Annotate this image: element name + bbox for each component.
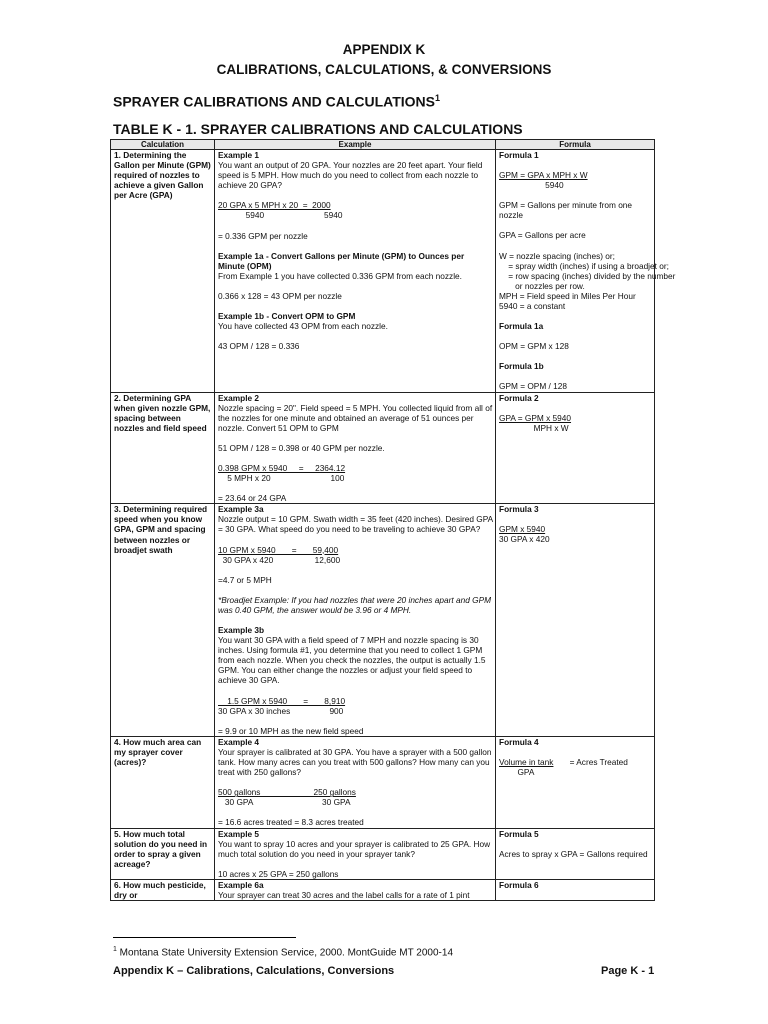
line-text: You want to spray 10 acres and your sprayer is calibrated to 25 GPA. How much total solution do you need in your sprayer tank? bbox=[218, 838, 491, 859]
line-text: GPA = Gallons per acre bbox=[499, 230, 586, 241]
line-text: = row spacing (inches) divided by the number bbox=[499, 270, 676, 281]
example-cell bbox=[215, 150, 496, 393]
example-heading bbox=[499, 321, 652, 331]
line-gap bbox=[499, 190, 652, 200]
line-text: Nozzle spacing = 20". Field speed = 5 MPH. You collected liquid from all of the nozzles for one minute and obtained an average of 51 ounces per nozzle. Convert 51 OPM to GPM bbox=[218, 402, 493, 433]
line-text: or nozzles per row. bbox=[499, 280, 585, 291]
line-text: GPM x 5940 bbox=[499, 524, 546, 535]
line-text: Volume in tank bbox=[499, 756, 554, 767]
line-text: Your sprayer is calibrated at 30 GPA. You have a sprayer with a 500 gallon tank. How many acres can you treat with 500 gallons? How many can you treat with 250 gallons? bbox=[218, 746, 492, 778]
line-text: = 23.64 or 24 GPA bbox=[218, 493, 287, 504]
line-text: Example 3a bbox=[218, 504, 264, 515]
column-header-example: Example bbox=[215, 140, 496, 150]
example-cell bbox=[215, 828, 496, 879]
text-line bbox=[218, 321, 493, 331]
appendix-heading: APPENDIX K bbox=[342, 42, 426, 57]
footnote-text: Montana State University Extension Service, 2000. MontGuide MT 2000-14 bbox=[116, 947, 454, 959]
line-gap bbox=[218, 615, 493, 625]
text-line bbox=[499, 341, 652, 351]
column-header-formula: Formula bbox=[496, 140, 655, 150]
line-text: Nozzle output = 10 GPM. Swath width = 35 feet (420 inches). Desired GPA = 30 GPA. What speed do you need to be traveling to achieve 30 GPA? bbox=[218, 514, 493, 535]
line-text: Example 1b - Convert OPM to GPM bbox=[218, 311, 356, 322]
line-text: 10 acres x 25 GPA = 250 gallons bbox=[218, 868, 339, 879]
text-line bbox=[218, 747, 493, 777]
text-line bbox=[218, 463, 493, 473]
formula-cell bbox=[496, 150, 676, 393]
text-line bbox=[499, 291, 652, 301]
line-gap bbox=[218, 777, 493, 787]
text-line bbox=[218, 839, 493, 859]
table-row bbox=[111, 736, 655, 828]
line-gap bbox=[218, 190, 493, 200]
table-row bbox=[111, 879, 655, 900]
line-text: GPA bbox=[499, 767, 535, 778]
calculation-cell: 1. Determining the Gallon per Minute (GPM) required of nozzles to achieve a given Gallon per Acre (GPA) bbox=[111, 150, 215, 393]
calculation-cell: 3. Determining required speed when you know GPA, GPM and spacing between nozzles or broadjet swath bbox=[111, 504, 215, 737]
calculation-cell: 6. How much pesticide, dry or bbox=[111, 879, 215, 900]
text-line bbox=[218, 493, 493, 503]
text-line bbox=[499, 200, 652, 220]
text-line bbox=[218, 575, 493, 585]
text-line bbox=[499, 281, 652, 291]
text-line bbox=[218, 696, 493, 706]
text-line bbox=[499, 301, 652, 311]
line-text: Example 3b bbox=[218, 625, 265, 635]
line-text: 0.366 x 128 = 43 OPM per nozzle bbox=[218, 290, 342, 301]
text-line bbox=[218, 797, 493, 807]
text-line bbox=[218, 817, 493, 827]
line-gap bbox=[218, 221, 493, 231]
text-line bbox=[499, 423, 652, 433]
example-heading bbox=[218, 251, 493, 271]
line-gap bbox=[499, 371, 652, 381]
line-text: You want 30 GPA with a field speed of 7 MPH and nozzle spacing is 30 inches. Using formula #1, you determine that you need to collect 1 GPM from each nozzle. When you check the nozzles, the output is actually 1.5 GPM. You can either change the nozzles or adjust your field speed to achieve 30 GPA. bbox=[218, 635, 486, 686]
example-cell bbox=[215, 879, 496, 900]
line-gap bbox=[499, 220, 652, 230]
text-line bbox=[218, 706, 493, 716]
formula-cell bbox=[496, 828, 655, 879]
line-text: Formula 1a bbox=[499, 321, 544, 332]
text-line bbox=[499, 524, 652, 534]
line-text: You want an output of 20 GPA. Your nozzles are 20 feet apart. Your field speed is 5 MPH. How much do you need to collect from each nozzle to achieve 20 GPA? bbox=[218, 160, 483, 191]
text-line bbox=[499, 260, 669, 271]
text-line bbox=[218, 291, 493, 301]
text-line bbox=[499, 767, 652, 777]
line-text: 5940 bbox=[499, 180, 564, 191]
table-row bbox=[111, 504, 655, 737]
line-text: Your sprayer can treat 30 acres and the label calls for a rate of 1 pint bbox=[218, 889, 470, 900]
line-text: GPM = Gallons per minute from one nozzle bbox=[499, 200, 633, 221]
line-gap bbox=[218, 433, 493, 443]
line-text: 43 OPM / 128 = 0.336 bbox=[218, 341, 300, 352]
text-line bbox=[499, 849, 652, 859]
line-text: 51 OPM / 128 = 0.398 or 40 GPM per nozzle. bbox=[218, 442, 385, 453]
line-text: Formula 2 bbox=[499, 392, 539, 403]
line-gap bbox=[499, 747, 652, 757]
line-text: 5 MPH x 20 100 bbox=[218, 473, 345, 484]
line-gap bbox=[499, 241, 652, 251]
line-text: Example 4 bbox=[218, 736, 260, 747]
example-heading bbox=[499, 737, 652, 747]
table-title: TABLE K - 1. SPRAYER CALIBRATIONS AND CALCULATIONS bbox=[113, 121, 523, 137]
line-text: Formula 1 bbox=[499, 150, 539, 160]
line-gap bbox=[218, 565, 493, 575]
appendix-subheading: CALIBRATIONS, CALCULATIONS, & CONVERSIONS bbox=[216, 62, 552, 77]
text-line bbox=[499, 270, 676, 281]
line-gap bbox=[218, 686, 493, 696]
line-text: 30 GPA 30 GPA bbox=[218, 797, 351, 808]
calibration-table bbox=[110, 139, 676, 901]
line-text: GPM = OPM / 128 bbox=[499, 381, 568, 392]
line-text: Example 6a bbox=[218, 879, 264, 890]
line-text: Example 1a - Convert Gallons per Minute (GPM) to Ounces per Minute (OPM) bbox=[218, 250, 465, 271]
example-cell bbox=[215, 736, 496, 828]
text-line bbox=[218, 210, 493, 220]
line-text: From Example 1 you have collected 0.336 GPM from each nozzle. bbox=[218, 270, 462, 281]
line-text: Formula 3 bbox=[499, 504, 539, 515]
table-row bbox=[111, 828, 655, 879]
line-text: W = nozzle spacing (inches) or; bbox=[499, 250, 615, 261]
text-line bbox=[218, 231, 493, 241]
line-text: Formula 6 bbox=[499, 879, 539, 890]
formula-cell bbox=[496, 736, 655, 828]
example-cell bbox=[215, 504, 496, 737]
text-line bbox=[499, 757, 652, 767]
footer-title: Appendix K – Calibrations, Calculations, Conversions bbox=[113, 965, 395, 977]
example-heading bbox=[218, 311, 493, 321]
formula-cell bbox=[496, 504, 655, 737]
text-line bbox=[218, 869, 493, 879]
line-text: MPH x W bbox=[499, 422, 569, 433]
example-heading bbox=[218, 625, 493, 635]
example-heading bbox=[218, 829, 493, 839]
line-text: 0.398 GPM x 5940 = 2364.12 bbox=[218, 462, 346, 473]
line-text: =4.7 or 5 MPH bbox=[218, 574, 272, 585]
line-gap bbox=[218, 281, 493, 291]
line-text: Formula 4 bbox=[499, 736, 539, 747]
text-line bbox=[499, 534, 652, 544]
line-text: GPM = GPA x MPH x W bbox=[499, 170, 588, 181]
text-line bbox=[218, 271, 493, 281]
line-gap bbox=[218, 241, 493, 251]
line-gap bbox=[218, 535, 493, 545]
line-gap bbox=[218, 716, 493, 726]
line-text: You have collected 43 OPM from each nozzle. bbox=[218, 321, 388, 332]
line-text: 1.5 GPM x 5940 = 8,910 bbox=[218, 695, 346, 706]
text-line bbox=[218, 341, 493, 351]
example-cell bbox=[215, 392, 496, 504]
text-line bbox=[218, 473, 493, 483]
line-gap bbox=[218, 585, 493, 595]
example-heading bbox=[218, 504, 493, 514]
example-heading bbox=[499, 150, 652, 160]
text-line bbox=[499, 170, 652, 180]
example-heading bbox=[218, 880, 493, 890]
table-row bbox=[111, 392, 655, 504]
formula-cell bbox=[496, 879, 655, 900]
line-gap bbox=[499, 311, 652, 321]
text-line bbox=[218, 200, 493, 210]
example-heading bbox=[499, 393, 652, 403]
section-title bbox=[113, 93, 440, 110]
line-gap bbox=[218, 807, 493, 817]
line-text: OPM = GPM x 128 bbox=[499, 341, 569, 352]
line-gap bbox=[499, 514, 652, 524]
example-heading bbox=[499, 880, 652, 890]
footnote bbox=[113, 946, 453, 958]
example-heading bbox=[218, 393, 493, 403]
line-text: GPA = GPM x 5940 bbox=[499, 412, 572, 423]
text-line bbox=[499, 230, 652, 240]
line-gap bbox=[218, 859, 493, 869]
line-text: MPH = Field speed in Miles Per Hour bbox=[499, 290, 636, 301]
page-number: Page K - 1 bbox=[601, 965, 655, 977]
line-text: *Broadjet Example: If you had nozzles that were 20 inches apart and GPM was 0.40 GPM, the answer would be 3.96 or 4 MPH. bbox=[218, 594, 492, 615]
table-header-row bbox=[111, 140, 655, 150]
line-text: 30 GPA x 420 12,600 bbox=[218, 554, 341, 565]
text-line bbox=[218, 403, 493, 433]
calculation-cell: 2. Determining GPA when given nozzle GPM, spacing between nozzles and field speed bbox=[111, 392, 215, 504]
text-line bbox=[218, 635, 493, 685]
line-gap bbox=[218, 331, 493, 341]
text-line bbox=[499, 381, 652, 391]
line-text: Acres to spray x GPA = Gallons required bbox=[499, 848, 648, 859]
line-gap bbox=[499, 331, 652, 341]
line-gap bbox=[499, 160, 652, 170]
text-line bbox=[499, 413, 652, 423]
line-text: 30 GPA x 420 bbox=[499, 534, 550, 545]
line-text: Example 1 bbox=[218, 150, 260, 160]
example-heading bbox=[499, 829, 652, 839]
text-line bbox=[499, 251, 652, 261]
text-line bbox=[218, 555, 493, 565]
line-text: Formula 1b bbox=[499, 361, 544, 372]
calculation-cell: 5. How much total solution do you need in order to spray a given acreage? bbox=[111, 828, 215, 879]
line-text: 500 gallons 250 gallons bbox=[218, 787, 356, 798]
table-row bbox=[111, 150, 655, 393]
text-line bbox=[218, 595, 493, 615]
line-gap bbox=[499, 351, 652, 361]
line-tail: = Acres Treated bbox=[553, 756, 628, 767]
line-text: Example 5 bbox=[218, 828, 260, 839]
line-text: = 0.336 GPM per nozzle bbox=[218, 230, 308, 241]
text-line bbox=[218, 890, 493, 900]
line-gap bbox=[218, 301, 493, 311]
text-line bbox=[218, 726, 493, 736]
section-title-text: SPRAYER CALIBRATIONS AND CALCULATIONS bbox=[113, 93, 436, 110]
example-heading bbox=[499, 504, 652, 514]
line-text: 10 GPM x 5940 = 59,400 bbox=[218, 544, 339, 555]
text-line bbox=[218, 545, 493, 555]
table-body bbox=[111, 150, 676, 901]
text-line bbox=[218, 443, 493, 453]
example-heading bbox=[499, 361, 652, 371]
line-text: = 16.6 acres treated = 8.3 acres treated bbox=[218, 817, 364, 828]
example-heading bbox=[218, 737, 493, 747]
line-text: 20 GPA x 5 MPH x 20 = 2000 bbox=[218, 200, 331, 211]
line-text: 30 GPA x 30 inches 900 bbox=[218, 705, 344, 716]
text-line bbox=[218, 160, 493, 190]
footnote-marker: 1 bbox=[435, 93, 441, 103]
footnote-divider bbox=[113, 937, 296, 938]
line-text: 5940 = a constant bbox=[499, 301, 566, 312]
line-text: Formula 5 bbox=[499, 828, 539, 839]
text-line bbox=[218, 514, 493, 534]
footnote-number: 1 bbox=[113, 946, 117, 953]
calculation-cell: 4. How much area can my sprayer cover (acres)? bbox=[111, 736, 215, 828]
text-line bbox=[218, 787, 493, 797]
formula-cell bbox=[496, 392, 655, 504]
line-text: = spray width (inches) if using a broadjet or; bbox=[499, 260, 669, 271]
line-gap bbox=[218, 453, 493, 463]
line-text: 5940 5940 bbox=[218, 210, 343, 221]
text-line bbox=[499, 180, 652, 190]
line-text: = 9.9 or 10 MPH as the new field speed bbox=[218, 725, 364, 736]
line-gap bbox=[218, 483, 493, 493]
example-heading bbox=[218, 150, 493, 160]
line-gap bbox=[499, 839, 652, 849]
line-text: Example 2 bbox=[218, 392, 260, 403]
line-gap bbox=[499, 403, 652, 413]
column-header-calculation: Calculation bbox=[111, 140, 215, 150]
